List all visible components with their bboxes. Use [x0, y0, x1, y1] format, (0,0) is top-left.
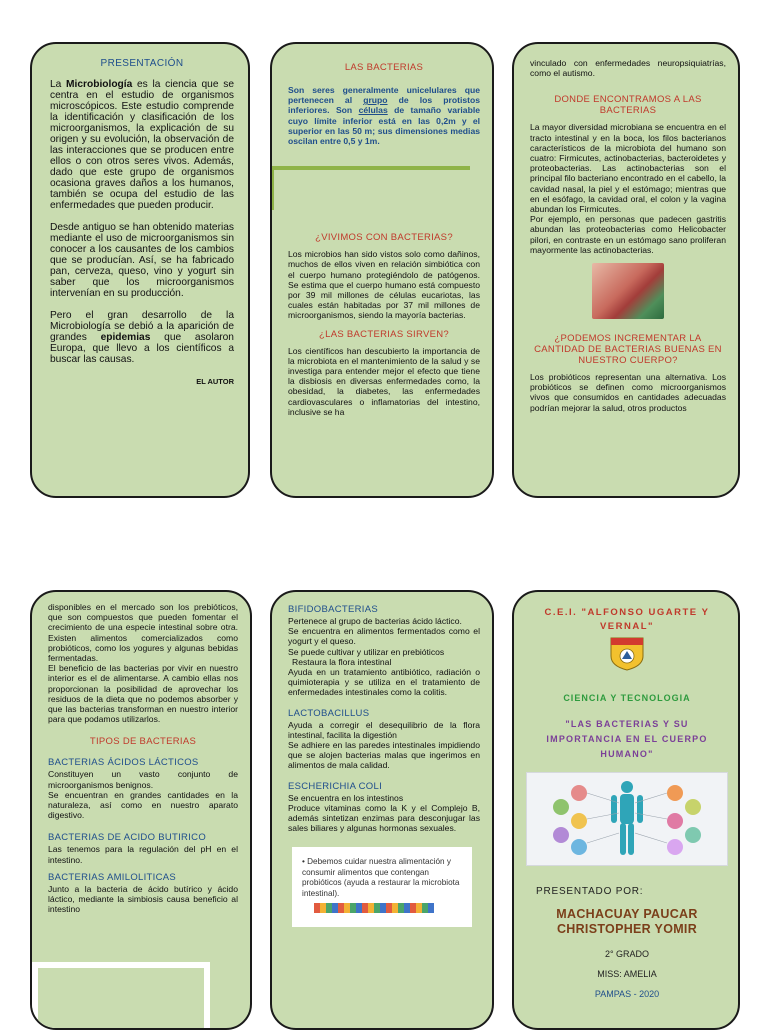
amiloliticas-title: BACTERIAS AMILOLITICAS: [48, 871, 177, 883]
incrementar-heading: ¿PODEMOS INCREMENTAR LA CANTIDAD DE BACTERIAS BUENAS EN NUESTRO CUERPO?: [534, 333, 722, 367]
donde-para-1: La mayor diversidad microbiana se encuentra en el tracto intestinal y en la boca, los filos bacterianos característicos de la microbiota del humano son cuatro: Firmicutes, actinobacterias, bacteroidetes y proteobacterias. Las actinobacterias son el principal filo bacteriano encontrado en el cabello, la cavidad nasal, la piel y el estómago; mientras que en el esófago, la cavidad oral, el colon y la vagina abundan los Firmicutes.: [530, 122, 726, 215]
panel-tipos-de-bacterias: [30, 590, 252, 1030]
acido-butirico-line-1: Las tenemos para la regulación del pH en el intestino.: [48, 844, 238, 865]
vivimos-text: Los microbios han sido vistos solo como dañinos, muchos de ellos viven en relación simbiótica con el cuerpo humano protegiéndolo de patógenos. Se estima que el cuerpo humano está compuesto por 39 mil millones de células eucariotas, las cuales están habitadas por 37 mil millones de microorganismos, siendo la mayoría bacterias.: [288, 249, 480, 321]
vivimos-heading: ¿VIVIMOS CON BACTERIAS?: [315, 232, 453, 244]
amiloliticas-line-1: Junto a la bacteria de ácido butírico y ácido láctico, mediante la simbiosis causa beneficio al intestino: [48, 883, 238, 915]
panel-donde-encontramos: [512, 42, 740, 498]
tipos-heading: TIPOS DE BACTERIAS: [89, 736, 197, 748]
presentacion-para-1: La Microbiología es la ciencia que se centra en el estudio de organismos microscópicos. Este estudio comprende la identificación y clasificación de los microorganismos, la explicación de su origen y su evolución, la observación de las interacciones que se producen entre ellos o con otros seres vivos. Además, dado que este grupo de organismos ocasiona graves daños a los humanos, también se ocupa del estudio de las enfermedades que pueden producir.: [50, 79, 234, 211]
bifido-line-5: Ayuda en un tratamiento antibiótico, radiación o quimioterapia y se utiliza en el tratamiento de enfermedades intestinales como la colitis.: [288, 667, 480, 698]
school-name: C.E.I. "ALFONSO UGARTE Y VERNAL": [544, 607, 710, 632]
ecoli-title: ESCHERICHIA COLI: [288, 780, 383, 792]
presentacion-para-3: Pero el gran desarrollo de la Microbiología se debió a la aparición de grandes epidemias que asolaron Europa, que llevo a los científicos a buscar las causas.: [50, 310, 234, 365]
prebioticos-text: disponibles en el mercado son los prebióticos, que son compuestos que pueden fomentar el crecimiento de una especie intestinal sobre otra. Existen alimentos comercializados como probióticos, como los yogures y algunas bebidas fermentadas.: [48, 602, 238, 664]
lactobacillus-line-1: Ayuda a corregir el desequilibrio de la flora intestinal, facilita la digestión: [288, 719, 480, 740]
image-frame: [32, 962, 210, 1030]
author-signature: EL AUTOR: [196, 377, 234, 386]
sirven-text: Los científicos han descubierto la importancia de la microbiota en el mantenimiento de la salud y se investiga para entender mejor el efecto que tiene la disbiosis en diversas enfermedades como, la obesidad, la diabetes, las enfermedades cardiovasculares o inflamatorias del intestino, inclusive se ha: [288, 345, 480, 417]
probiotic-note-text: • Debemos cuidar nuestra alimentación y consumir alimentos que contengan probióticos (ayuda a restaurar la microbiota intestinal).: [302, 857, 460, 898]
grupo-link[interactable]: grupo: [363, 95, 388, 106]
panel-bifidobacterias: [270, 590, 494, 1030]
celulas-link[interactable]: células: [358, 105, 388, 116]
lactobacillus-line-2: Se adhiere en las paredes intestinales impidiendo que se alojen bacterias malas que ingerimos en alimentos de mala calidad.: [288, 740, 480, 771]
acidos-lacticos-line-2: Se encuentran en grandes cantidades en la naturaleza, así como en nuestro aparato digestivo.: [48, 789, 238, 821]
ecoli-line-2: Produce vitaminas como la K y el Complejo B, además sintetizan enzimas para desconjugar las sales biliares y algunas hormonas sexuales.: [288, 802, 480, 834]
las-bacterias-title: LAS BACTERIAS: [344, 62, 424, 73]
school-crest-icon: [607, 636, 647, 672]
teacher-label: MISS: AMELIA: [597, 969, 657, 979]
human-body-bacteria-image: [526, 772, 728, 866]
lactobacillus-title: LACTOBACILLUS: [288, 707, 370, 719]
bacterias-intro: Son seres generalmente unicelulares que pertenecen al grupo de los protistos inferiores. Son células de tamaño variable cuyo límite inferior está en las 0,2m y el superior en las 50 m; sus dimensiones medias oscilan entre 0,5 y 1m.: [288, 85, 481, 147]
area-title: CIENCIA Y TECNOLOGIA: [563, 693, 691, 703]
green-divider: [272, 162, 480, 176]
donde-heading: DONDE ENCONTRAMOS A LAS BACTERIAS: [554, 94, 702, 117]
presented-by-label: PRESENTADO POR:: [536, 886, 644, 897]
beneficio-text: El beneficio de las bacterias por vivir en nuestro interior es el de alimentarse. A cambio ellas nos proporcionan la posibilidad de aprovechar los residuos de la dieta que no podemos absorber y que las bacterias transforman en nuestro interior para que podamos utilizarlos.: [48, 663, 238, 725]
continuation-text: vinculado con enfermedades neuropsiquiatrías, como el autismo.: [530, 58, 726, 79]
bifido-line-1: Pertenece al grupo de bacterias ácido láctico.: [288, 616, 462, 626]
acidos-lacticos-line-1: Constituyen un vasto conjunto de microorganismos benignos.: [48, 769, 238, 790]
acidos-lacticos-title: BACTERIAS ÁCIDOS LÁCTICOS: [48, 757, 199, 769]
bifido-line-3: Se puede cultivar y utilizar en prebióticos: [288, 646, 445, 657]
acido-butirico-title: BACTERIAS DE ACIDO BUTIRICO: [48, 832, 207, 844]
student-name: MACHACUAY PAUCAR CHRISTOPHER YOMIR: [556, 907, 698, 936]
presentacion-para-2: Desde antiguo se han obtenido materias mediante el uso de microorganismos sin conocer a los causantes de los cambios que se producían. Así, se ha fabricado pan, cerveza, queso, vino y yogurt sin saber que los microorganismos intervenían en su producción.: [50, 222, 234, 299]
panel-las-bacterias: [270, 42, 494, 498]
presentacion-title: PRESENTACIÓN: [100, 58, 184, 69]
grade-label: 2° GRADO: [604, 949, 650, 959]
incrementar-text: Los probióticos representan una alternativa. Los probióticos se definen como microorganismos vivos que consumidos en cantidades adecuadas podrían mejorar la salud, otros productos: [530, 372, 726, 413]
place-year-label: PAMPAS - 2020: [594, 989, 660, 999]
food-icons-strip: [314, 903, 434, 913]
probiotic-note-box: [292, 847, 472, 927]
panel-presentacion: [30, 42, 250, 498]
bifido-line-4: Restaura la flora intestinal: [292, 656, 392, 667]
panel-cover: [512, 590, 740, 1030]
ecoli-line-1: Se encuentra en los intestinos: [288, 792, 404, 803]
topic-title: "LAS BACTERIAS Y SU IMPORTANCIA EN EL CUERPO HUMANO": [546, 719, 708, 759]
bifido-line-2: Se encuentra en alimentos fermentados como el yogurt y el queso.: [288, 626, 480, 647]
sirven-heading: ¿LAS BACTERIAS SIRVEN?: [319, 328, 449, 340]
mouth-bacteria-image: [592, 263, 664, 319]
donde-para-2: Por ejemplo, en personas que padecen gastritis abundan las proteobacterias como Helicobacter pilori, en contraste en un estómago sano proliferan mayormente las actinobacterias.: [530, 214, 726, 255]
bifido-title: BIFIDOBACTERIAS: [288, 604, 379, 615]
